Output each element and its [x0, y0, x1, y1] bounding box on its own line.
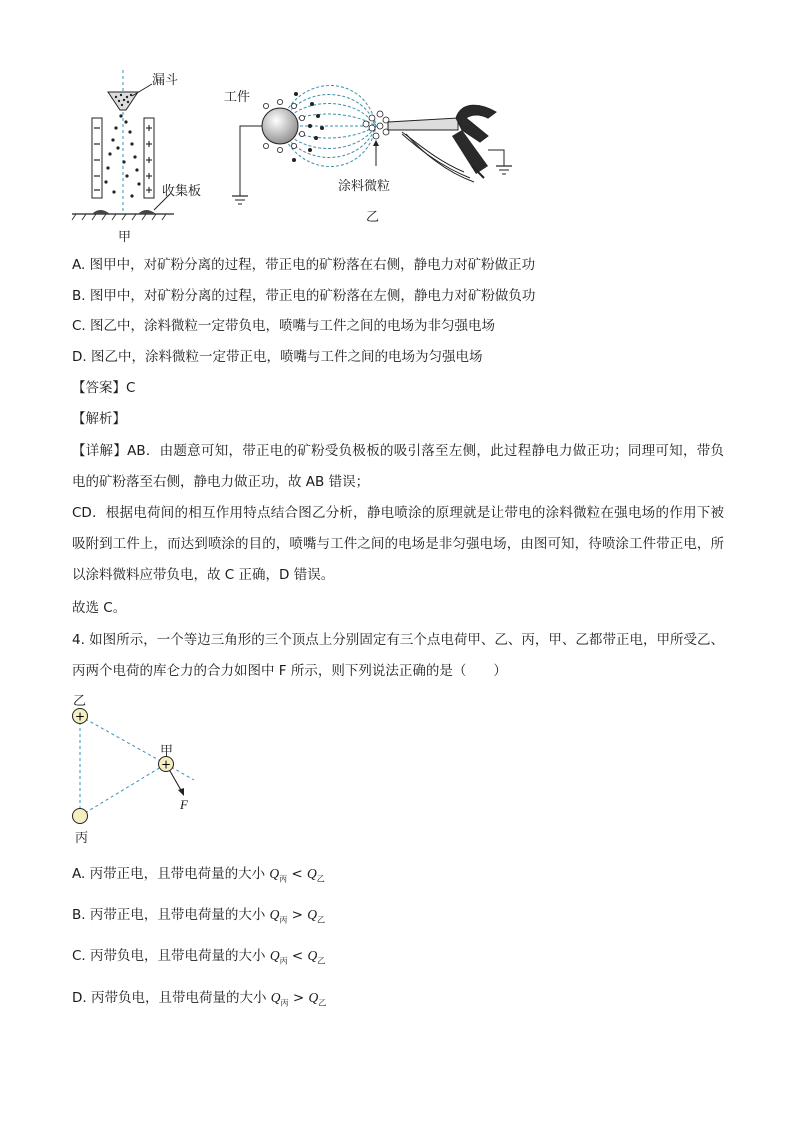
label-yi: 乙: [73, 694, 87, 709]
q3-option-b: B. 图甲中，对矿粉分离的过程，带正电的矿粉落在左侧，静电力对矿粉做负功: [72, 288, 536, 304]
figure-spray-coating-diagram: [226, 78, 526, 218]
label-bing: 丙: [75, 831, 89, 846]
detail-conclusion: 故选 C。: [72, 600, 127, 616]
answer-value: C: [126, 380, 136, 396]
label-force-F: F: [180, 797, 188, 812]
q4-option-d: D. 丙带负电，且带电荷量的大小 $Q_丙 > Q_乙$: [72, 990, 327, 1008]
q4-option-c: C. 丙带负电，且带电荷量的大小 $Q_丙 < Q_乙$: [72, 948, 326, 966]
detail-paragraph-1: 【详解】AB．由题意可知，带正电的矿粉受负极板的吸引落至左侧，此过程静电力做正功；同理可知，带负电的矿粉落至右侧，静电力做正功，故 AB 错误；: [72, 443, 724, 490]
collector-plate-label: 收集板: [162, 184, 202, 199]
figure-separator-diagram: [66, 64, 226, 234]
q4-option-b: B. 丙带正电，且带电荷量的大小 $Q_丙 > Q_乙$: [72, 907, 326, 925]
q3-option-a: A. 图甲中，对矿粉分离的过程，带正电的矿粉落在右侧，静电力对矿粉做正功: [72, 257, 536, 273]
plus-sign-yi: +: [74, 709, 86, 724]
workpiece-label: 工件: [224, 90, 251, 105]
q4-stem-text: 4. 如图所示，一个等边三角形的三个顶点上分别固定有三个点电荷甲、乙、丙，甲、乙都带正电，甲所受乙、丙两个电荷的库仑力的合力如图中 F 所示，则下列说法正确的是（ ）: [72, 632, 724, 679]
answer-line: [72, 378, 135, 398]
q3-option-d: D. 图乙中，涂料微粒一定带正电，喷嘴与工件之间的电场为匀强电场: [72, 349, 483, 365]
answer-label: 【答案】: [72, 380, 126, 396]
plus-sign-jia: +: [160, 757, 172, 772]
q4-option-a: A. 丙带正电，且带电荷量的大小 $Q_丙 < Q_乙$: [72, 866, 325, 884]
q3-option-c: C. 图乙中，涂料微粒一定带负电，喷嘴与工件之间的电场为非匀强电场: [72, 318, 496, 334]
paint-particles-label: 涂料微粒: [338, 179, 391, 194]
charge-bing: [73, 809, 88, 824]
detail-paragraph-2: CD．根据电荷间的相互作用特点结合图乙分析，静电喷涂的原理就是让带电的涂料微粒在强电场的作用下被吸附到工件上，而达到喷涂的目的，喷嘴与工件之间的电场是非匀强电场，由图可知，待喷涂工件带正电，所以涂料微料应带负电，故 C 正确，D 错误。: [72, 505, 724, 583]
funnel-label: 漏斗: [152, 73, 179, 88]
figure-b-caption: 乙: [366, 210, 380, 225]
figure-a-caption: 甲: [118, 230, 132, 245]
label-jia: 甲: [160, 744, 174, 759]
analysis-label: 【解析】: [72, 411, 126, 427]
q4-stem: [72, 625, 724, 687]
